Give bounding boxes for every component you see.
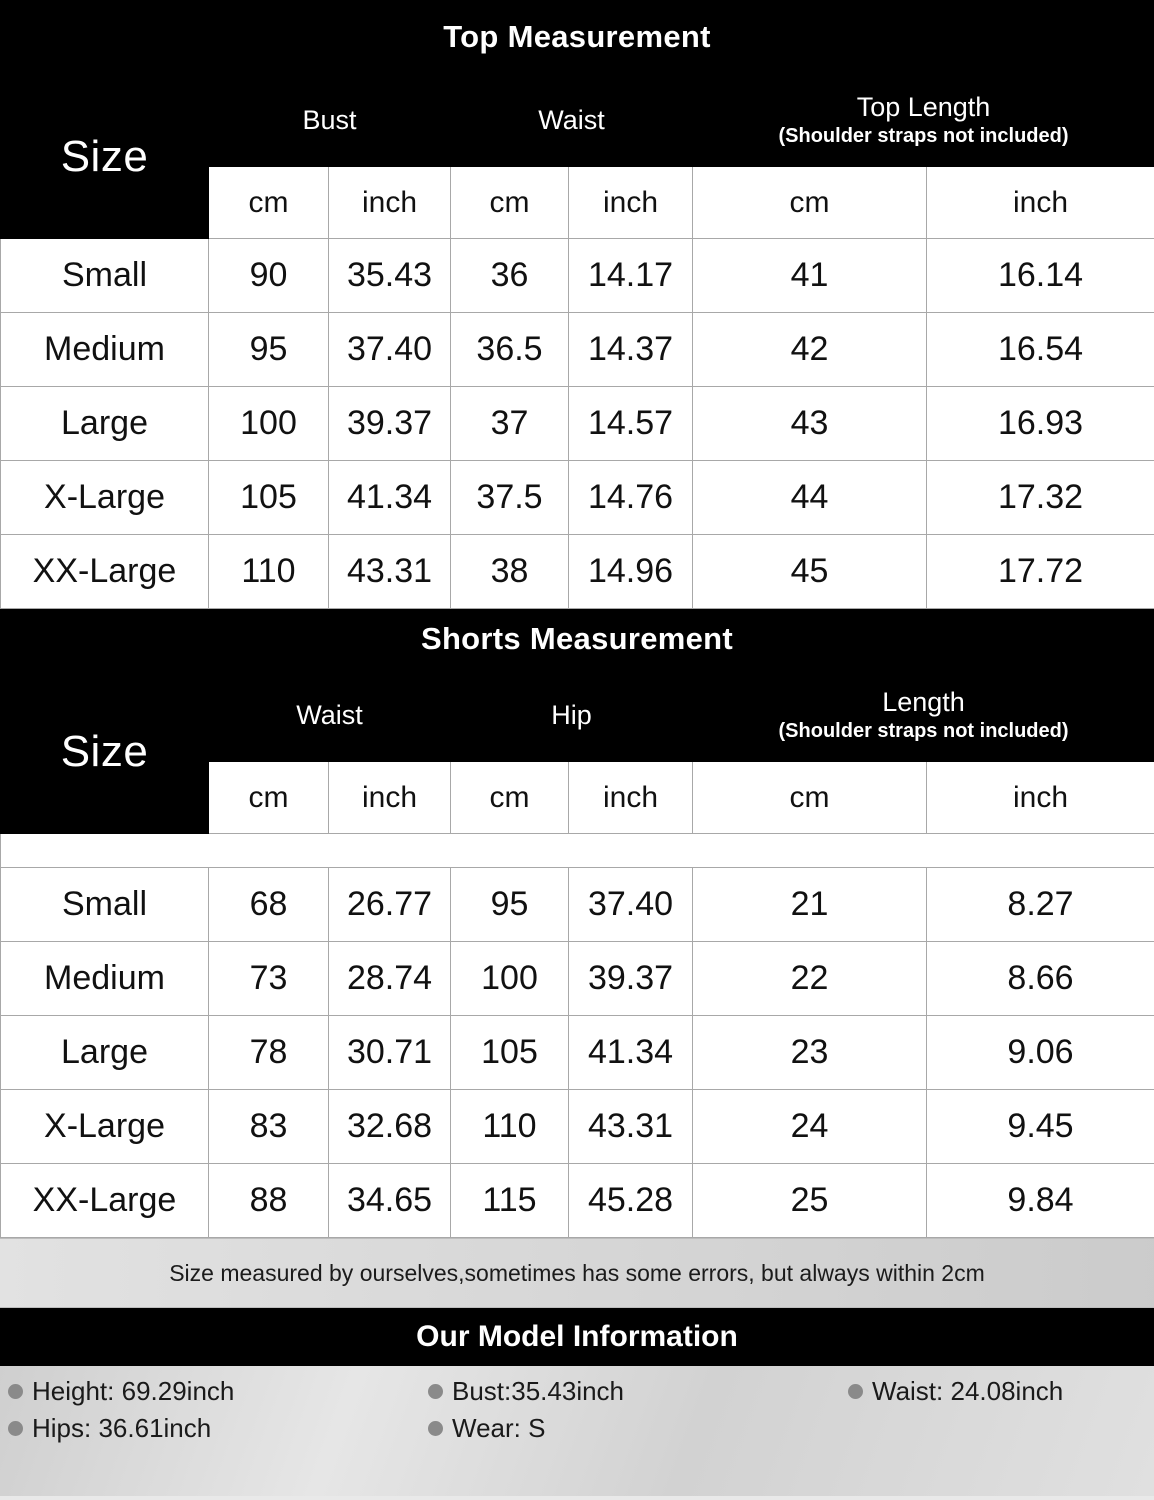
cell: 37 xyxy=(451,387,569,461)
group-label: Waist xyxy=(538,104,605,135)
table-header-row xyxy=(1,75,1154,167)
row-size-label: Small xyxy=(1,239,209,313)
cell: 110 xyxy=(451,1090,569,1164)
shorts-measurement-table xyxy=(0,669,1154,1238)
cell: 23 xyxy=(693,1016,927,1090)
unit-cell: inch xyxy=(927,167,1154,239)
group-header-length xyxy=(693,670,1154,762)
top-measurement-title: Top Measurement xyxy=(0,0,1154,74)
group-label: Waist xyxy=(296,699,363,730)
cell: 9.06 xyxy=(927,1016,1154,1090)
group-label: Top Length xyxy=(856,92,991,123)
cell: 32.68 xyxy=(329,1090,451,1164)
row-size-label: Large xyxy=(1,387,209,461)
row-size-label: Medium xyxy=(1,313,209,387)
table-row xyxy=(1,239,1154,313)
model-waist xyxy=(848,1376,1146,1407)
table-row xyxy=(1,1016,1154,1090)
model-bust xyxy=(428,1376,848,1407)
cell: 68 xyxy=(209,868,329,942)
table-row xyxy=(1,1090,1154,1164)
table-row xyxy=(1,868,1154,942)
row-size-label: Large xyxy=(1,1016,209,1090)
table-row xyxy=(1,387,1154,461)
unit-cell: inch xyxy=(329,167,451,239)
measurement-note: Size measured by ourselves,sometimes has some errors, but always within 2cm xyxy=(0,1238,1154,1308)
unit-cell: cm xyxy=(451,762,569,834)
cell: 78 xyxy=(209,1016,329,1090)
table-header-row xyxy=(1,670,1154,762)
unit-cell: cm xyxy=(209,762,329,834)
bullet-icon xyxy=(8,1421,23,1436)
model-height-label: Height: 69.29inch xyxy=(32,1376,235,1406)
bullet-icon xyxy=(848,1384,863,1399)
cell: 30.71 xyxy=(329,1016,451,1090)
cell: 16.14 xyxy=(927,239,1154,313)
model-bust-label: Bust:35.43inch xyxy=(452,1376,625,1406)
cell: 14.96 xyxy=(569,535,693,609)
cell: 110 xyxy=(209,535,329,609)
cell: 37.40 xyxy=(329,313,451,387)
cell: 36 xyxy=(451,239,569,313)
cell: 100 xyxy=(451,942,569,1016)
cell: 39.37 xyxy=(569,942,693,1016)
bullet-icon xyxy=(8,1384,23,1399)
model-wear-label: Wear: S xyxy=(452,1413,546,1443)
bullet-icon xyxy=(428,1384,443,1399)
cell: 14.17 xyxy=(569,239,693,313)
unit-cell: inch xyxy=(329,762,451,834)
model-height xyxy=(8,1376,428,1407)
unit-cell: cm xyxy=(693,762,927,834)
cell: 24 xyxy=(693,1090,927,1164)
row-size-label: Small xyxy=(1,868,209,942)
table-row xyxy=(1,313,1154,387)
model-hips xyxy=(8,1413,428,1444)
size-header: Size xyxy=(1,75,209,239)
cell: 73 xyxy=(209,942,329,1016)
spacer-row xyxy=(1,834,1154,868)
cell: 9.45 xyxy=(927,1090,1154,1164)
cell: 16.54 xyxy=(927,313,1154,387)
cell: 14.37 xyxy=(569,313,693,387)
cell: 35.43 xyxy=(329,239,451,313)
group-header-waist xyxy=(451,75,693,167)
table-row xyxy=(1,942,1154,1016)
cell: 100 xyxy=(209,387,329,461)
cell: 45 xyxy=(693,535,927,609)
cell: 44 xyxy=(693,461,927,535)
cell: 42 xyxy=(693,313,927,387)
group-sublabel: (Shoulder straps not included) xyxy=(778,719,1069,742)
cell: 36.5 xyxy=(451,313,569,387)
unit-cell: inch xyxy=(569,762,693,834)
cell: 43 xyxy=(693,387,927,461)
cell: 83 xyxy=(209,1090,329,1164)
cell: 22 xyxy=(693,942,927,1016)
cell: 95 xyxy=(209,313,329,387)
cell: 17.32 xyxy=(927,461,1154,535)
bullet-icon xyxy=(428,1421,443,1436)
group-header-hip xyxy=(451,670,693,762)
cell: 90 xyxy=(209,239,329,313)
top-measurement-table xyxy=(0,74,1154,609)
group-header-waist xyxy=(209,670,451,762)
cell: 41.34 xyxy=(569,1016,693,1090)
cell: 41 xyxy=(693,239,927,313)
cell: 28.74 xyxy=(329,942,451,1016)
group-header-bust xyxy=(209,75,451,167)
group-label: Hip xyxy=(551,699,592,730)
cell: 39.37 xyxy=(329,387,451,461)
cell: 95 xyxy=(451,868,569,942)
shorts-measurement-title: Shorts Measurement xyxy=(0,609,1154,669)
cell: 17.72 xyxy=(927,535,1154,609)
row-size-label: X-Large xyxy=(1,1090,209,1164)
group-sublabel: (Shoulder straps not included) xyxy=(778,124,1069,147)
unit-cell: inch xyxy=(569,167,693,239)
unit-cell: cm xyxy=(451,167,569,239)
cell: 43.31 xyxy=(329,535,451,609)
size-header: Size xyxy=(1,670,209,834)
cell: 88 xyxy=(209,1164,329,1238)
group-label: Bust xyxy=(302,104,357,135)
cell: 37.5 xyxy=(451,461,569,535)
unit-cell: inch xyxy=(927,762,1154,834)
cell: 14.57 xyxy=(569,387,693,461)
cell: 43.31 xyxy=(569,1090,693,1164)
row-size-label: Medium xyxy=(1,942,209,1016)
row-size-label: XX-Large xyxy=(1,1164,209,1238)
cell: 105 xyxy=(209,461,329,535)
cell: 26.77 xyxy=(329,868,451,942)
model-wear xyxy=(428,1413,848,1444)
cell: 8.66 xyxy=(927,942,1154,1016)
group-label: Length xyxy=(882,687,965,718)
cell: 21 xyxy=(693,868,927,942)
cell: 37.40 xyxy=(569,868,693,942)
cell: 14.76 xyxy=(569,461,693,535)
row-size-label: X-Large xyxy=(1,461,209,535)
cell: 8.27 xyxy=(927,868,1154,942)
group-header-top-length xyxy=(693,75,1154,167)
cell: 45.28 xyxy=(569,1164,693,1238)
table-row xyxy=(1,535,1154,609)
cell: 105 xyxy=(451,1016,569,1090)
unit-cell: cm xyxy=(209,167,329,239)
model-info-title: Our Model Information xyxy=(0,1308,1154,1366)
cell: 34.65 xyxy=(329,1164,451,1238)
table-row xyxy=(1,1164,1154,1238)
model-hips-label: Hips: 36.61inch xyxy=(32,1413,212,1443)
model-waist-label: Waist: 24.08inch xyxy=(872,1376,1064,1406)
table-row xyxy=(1,461,1154,535)
cell: 16.93 xyxy=(927,387,1154,461)
unit-cell: cm xyxy=(693,167,927,239)
cell: 9.84 xyxy=(927,1164,1154,1238)
row-size-label: XX-Large xyxy=(1,535,209,609)
cell: 115 xyxy=(451,1164,569,1238)
cell: 25 xyxy=(693,1164,927,1238)
cell: 38 xyxy=(451,535,569,609)
model-info-panel xyxy=(0,1366,1154,1496)
spacer-cell xyxy=(1,834,1154,868)
cell: 41.34 xyxy=(329,461,451,535)
